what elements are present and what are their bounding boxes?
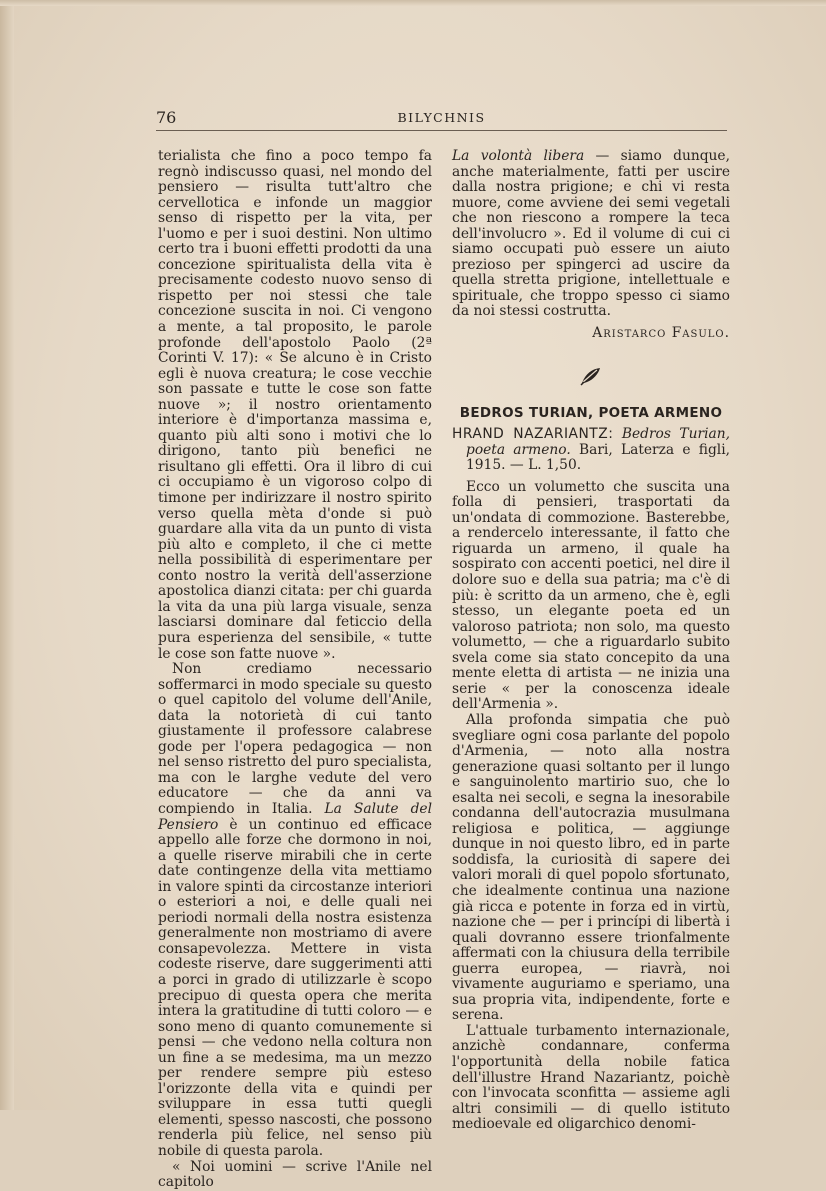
- running-head: BILYCHNIS: [397, 110, 486, 125]
- book-title-italic: La Salute del Pensiero: [158, 800, 432, 833]
- citation-author: HRAND NAZARIANTZ:: [452, 426, 614, 443]
- paragraph: Non crediamo necessario soffermarci in modo speciale su questo o quel capitolo del volume dell'Anile, data la notorietà di cui tanto giustamente il professore calabrese gode per l'opera pedagogica — non nel senso ristretto del puro specialista, ma con le larghe vedute del vero educatore — che da anni va compiendo in Italia. La Salute del Pensiero è un continuo ed efficace appello alle forze che dormono in noi, a quelle riserve mirabili che in certe date contingenze della vita mettiamo in valore spinti da circostanze interiori o esteriori a noi, e delle quali nei periodi normali della nostra esistenza generalmente non mostriamo di avere consapevolezza. Mettere in vista codeste riserve, dare suggerimenti atti a porci in grado di utilizzarle è scopo precipuo di questa opera che merita intera la gratitudine di tutti coloro — e sono meno di quanto comunemente si pensi — che vedono nella coltura non un fine a se medesima, ma un mezzo per rendere sempre più esteso l'orizzonte della vita e quindi per sviluppare in essa tutti quegli elementi, spesso nascosti, che possono renderla più felice, nel senso più nobile di questa parola.: [158, 661, 432, 1159]
- paragraph: Ecco un volumetto che suscita una folla di pensieri, trasportati da un'ondata di commozione. Basterebbe, a rendercelo interessante, il fatto che riguarda un armeno, il quale ha sospirato con accenti poetici, nel dire il dolore suo e della sua patria; ma c'è di più: è scritto da un armeno, che è, egli stesso, un elegante poeta ed un valoroso patriota; non solo, ma questo volumetto, — che a riguardarlo subito svela come sia stato concepito da una mente eletta di artista — ne inizia una serie « per la conoscenza ideale dell'Armenia ».: [452, 478, 730, 713]
- page-edge-shadow: [0, 0, 14, 1110]
- page-number: 76: [156, 108, 177, 127]
- leaf-ornament-icon: [452, 366, 730, 386]
- right-column: [452, 149, 730, 1133]
- paragraph: terialista che fino a poco tempo fa regnò indiscusso quasi, nel mondo del pensiero — risulta tutt'altro che cervellotica e infonde un maggior senso di rispetto per la vita, per l'uomo e per i suoi destini. Non ultimo certo tra i buoni effetti prodotti da una concezione spiritualista della vita è precisamente codesto nuovo senso di rispetto per noi stessi che tale concezione suscita in noi. Ci vengono a mente, a tal proposito, le parole profonde dell'apostolo Paolo (2ª Corinti V. 17): « Se alcuno è in Cristo egli è nuova creatura; le cose vecchie son passate e tutte le cose son fatte nuove »; il nostro orientamento interiore è d'importanza massima e, quanto più alti sono i motivi che lo dirigono, tanto più benefici ne risultano gli effetti. Ora il libro di cui ci occupiamo è un vigoroso colpo di timone per indirizzare il nostro spirito verso quella mèta d'onde si può guardare alla vita da un punto di vista più alto e completo, il che ci mette nella possibilità di esperimentare per conto nostro la verità dell'asserzione apostolica dianzi citata: per chi guarda la vita da una più larga visuale, senza lasciarsi dominare dal feticcio della pura esperienza del sensibile, « tutte le cose son fatte nuove ».: [158, 148, 432, 662]
- page-top-edge: [0, 0, 826, 6]
- chapter-title-italic: La volontà libera: [452, 148, 585, 164]
- paragraph: « Noi uomini — scrive l'Anile nel capitolo: [158, 1158, 432, 1191]
- author-signature: Aristarco Fasulo.: [592, 325, 730, 342]
- citation-title: Bedros Turian, poeta armeno.: [466, 426, 730, 458]
- left-column: [158, 149, 432, 1191]
- paragraph: L'attuale turbamento internazionale, anzichè condannare, conferma l'opportunità della nobile fatica dell'illustre Hrand Nazariantz, poichè con l'invocata sconfitta — assieme agli altri consimili — di quello istituto medioevale ed oligarchico denomi-: [452, 1022, 730, 1133]
- paragraph: Alla profonda simpatia che può svegliare ogni cosa parlante del popolo d'Armenia, — noto alla nostra generazione quasi soltanto per il lungo e sanguinolento martirio suo, che lo esalta nei secoli, e segna la inesorabile condanna dell'autocrazia musulmana religiosa e politica, — aggiunge dunque in noi questo libro, ed in parte soddisfa, la curiosità di sapere dei valori morali di quel popolo sfortunato, che idealmente continua una nazione già ricca e potente in forza ed in virtù, nazione che — per i princípi di libertà i quali dovranno essere trionfalmente affermati con la chiusura della terribile guerra europea, — riavrà, noi vivamente auguriamo e speriamo, una sua propria vita, indipendente, forte e serena.: [452, 711, 730, 1024]
- section-title: BEDROS TURIAN, POETA ARMENO: [459, 404, 723, 421]
- citation-publisher: Bari, Laterza e figli, 1915. — L. 1,50.: [466, 441, 730, 474]
- header-rule: [156, 130, 727, 131]
- book-citation: [452, 427, 730, 474]
- page-header: [156, 108, 727, 130]
- paragraph: La volontà libera — siamo dunque, anche materialmente, fatti per uscire dalla nostra prigione; e chi vi resta muore, come avviene dei semi vegetali che non riescono a rompere la teca dell'involucro ». Ed il volume di cui ci siamo occupati può essere un aiuto prezioso per spingerci ad uscire da quella stretta prigione, intellettuale e spirituale, che troppo spesso ci siamo da noi stessi costrutta.: [452, 148, 730, 320]
